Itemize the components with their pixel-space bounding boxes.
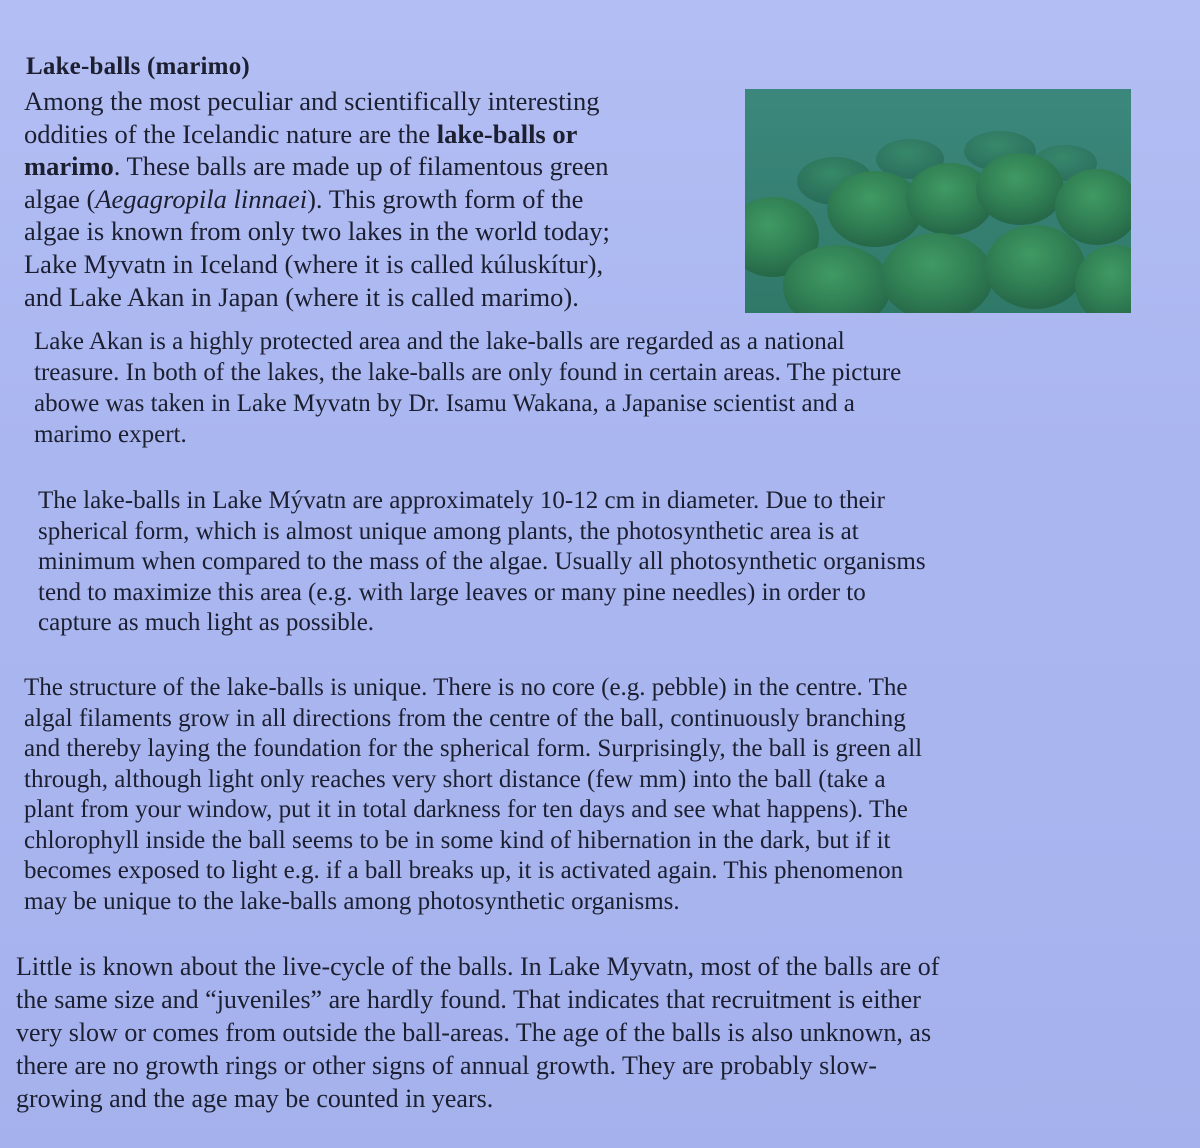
text-line: growing and the age may be counted in years. <box>16 1084 494 1113</box>
document-title: Lake-balls (marimo) <box>26 53 250 80</box>
text-line: capture as much light as possible. <box>38 609 375 636</box>
text-line: Lake Myvatn in Iceland (where it is called kúluskítur), <box>24 248 604 279</box>
text-line: minimum when compared to the mass of the algae. Usually all photosynthetic organisms <box>38 548 926 575</box>
bold-term: marimo <box>24 151 114 182</box>
species-name: Aegagropila linnaei <box>95 183 308 214</box>
lake-balls-photo <box>745 89 1131 313</box>
paragraph-1 <box>24 85 744 313</box>
text-line: and Lake Akan in Japan (where it is called marimo). <box>24 281 579 312</box>
text-line: abowe was taken in Lake Myvatn by Dr. Isamu Wakana, a Japanise scientist and a <box>34 390 855 417</box>
text-line: marimo. These balls are made up of filamentous green <box>24 151 609 182</box>
text-line: The structure of the lake-balls is unique. There is no core (e.g. pebble) in the centre. The <box>24 674 908 701</box>
text-line: the same size and “juveniles” are hardly found. That indicates that recruitment is either <box>16 985 921 1014</box>
text-line: Little is known about the live-cycle of the balls. In Lake Myvatn, most of the balls are of <box>16 952 940 981</box>
paragraph-2 <box>38 486 1158 639</box>
text-line: algae is known from only two lakes in the world today; <box>24 216 610 247</box>
marimo-balls-icon <box>745 89 1131 313</box>
text-line: spherical form, which is almost unique among plants, the photosynthetic area is at <box>38 517 859 545</box>
paragraph-3 <box>24 673 1144 917</box>
text-line: Lake Akan is a highly protected area and the lake-balls are regarded as a national <box>34 328 845 355</box>
text-line: there are no growth rings or other signs of annual growth. They are probably slow- <box>16 1051 877 1080</box>
text-line: algae (Aegagropila linnaei). This growth form of the <box>24 183 584 214</box>
text-line: chlorophyll inside the ball seems to be in some kind of hibernation in the dark, but if it <box>24 826 891 854</box>
text-line: very slow or comes from outside the ball-areas. The age of the balls is also unknown, as <box>16 1018 932 1047</box>
paragraph-1-continued <box>34 326 1154 450</box>
text-line: may be unique to the lake-balls among photosynthetic organisms. <box>24 887 680 915</box>
bold-term: lake-balls or <box>436 118 578 149</box>
text-line: plant from your window, put it in total darkness for ten days and see what happens). The <box>24 796 908 823</box>
text-line: algal filaments grow in all directions from the centre of the ball, continuously branching <box>24 704 906 732</box>
text-line: becomes exposed to light e.g. if a ball breaks up, it is activated again. This phenomenon <box>24 857 904 884</box>
text-line: treasure. In both of the lakes, the lake-balls are only found in certain areas. The picture <box>34 359 902 386</box>
text-line: Among the most peculiar and scientifically interesting <box>24 86 600 116</box>
paragraph-4 <box>16 950 1166 1115</box>
text-line: through, although light only reaches very short distance (few mm) into the ball (take a <box>24 765 886 793</box>
text-line: tend to maximize this area (e.g. with large leaves or many pine needles) in order to <box>38 578 866 606</box>
text-line: The lake-balls in Lake Mývatn are approximately 10-12 cm in diameter. Due to their <box>38 487 885 514</box>
text-line: marimo expert. <box>34 421 187 448</box>
text-line: oddities of the Icelandic nature are the lake-balls or <box>24 118 578 149</box>
text-line: and thereby laying the foundation for the spherical form. Surprisingly, the ball is green all <box>24 735 923 762</box>
